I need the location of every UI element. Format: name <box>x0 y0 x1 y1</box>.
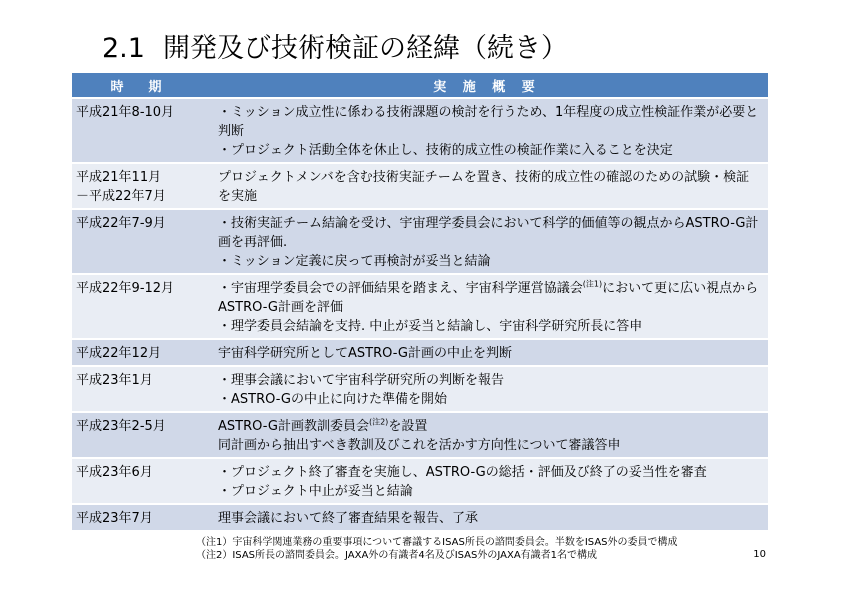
period-text: －平成22年7月 <box>76 189 166 204</box>
summary-line: ・理学委員会結論を支持. 中止が妥当と結論し、宇宙科学研究所長に答申 <box>218 319 643 334</box>
period-cell <box>72 163 206 209</box>
table-row <box>72 98 768 163</box>
summary-line: 理事会議において終了審査結果を報告、了承 <box>218 511 479 526</box>
summary-cell <box>206 412 768 458</box>
timeline-table <box>72 73 768 532</box>
table-row <box>72 412 768 458</box>
summary-line: ・ASTRO-Gの中止に向けた準備を開始 <box>218 392 447 407</box>
summary-text: ・宇宙理学委員会での評価結果を踏まえ、宇宙科学運営協議会 <box>218 281 583 296</box>
table-row <box>72 339 768 366</box>
footnote-2: （注2）ISAS所長の諮問委員会。JAXA外の有識者4名及びISAS外のJAXA有識者1名で構成 <box>196 550 598 561</box>
period-text: 平成21年11月 <box>76 170 162 185</box>
summary-text: ASTRO-G計画教訓委員会 <box>218 419 369 434</box>
period-cell <box>72 274 206 339</box>
header-period: 時 期 <box>72 73 206 98</box>
summary-line: ・プロジェクト終了審査を実施し、ASTRO-Gの総括・評価及び終了の妥当性を審査 <box>218 465 707 480</box>
table-row <box>72 366 768 412</box>
header-summary: 実 施 概 要 <box>206 73 768 98</box>
period-cell <box>72 504 206 531</box>
summary-line: プロジェクトメンバを含む技術実証チームを置き、技術的成立性の確認のための試験・検証を実施 <box>218 170 750 204</box>
summary-text: を設置 <box>388 419 428 434</box>
period-text: 平成23年1月 <box>76 373 153 388</box>
period-cell <box>72 412 206 458</box>
slide-title <box>102 33 568 65</box>
summary-line <box>218 279 762 317</box>
table-row <box>72 504 768 531</box>
table-row <box>72 163 768 209</box>
period-cell <box>72 458 206 504</box>
footnote-ref: (注2) <box>368 417 389 427</box>
period-text: 平成21年8-10月 <box>76 105 175 120</box>
table-header-row <box>72 73 768 98</box>
summary-line: ・プロジェクト中止が妥当と結論 <box>218 484 413 499</box>
period-text: 平成23年2-5月 <box>76 419 166 434</box>
table-row <box>72 274 768 339</box>
summary-line: ・理事会議において宇宙科学研究所の判断を報告 <box>218 373 505 388</box>
table-row <box>72 209 768 274</box>
summary-text: において更に広い視点からASTRO-G計画を評価 <box>218 281 759 315</box>
summary-line <box>218 417 762 436</box>
summary-cell <box>206 504 768 531</box>
summary-line: ・ミッション定義に戻って再検討が妥当と結論 <box>218 254 491 269</box>
period-text: 平成23年6月 <box>76 465 153 480</box>
period-cell <box>72 339 206 366</box>
period-text: 平成22年12月 <box>76 346 162 361</box>
title-text: 開発及び技術検証の経緯（続き） <box>162 33 568 64</box>
summary-cell <box>206 339 768 366</box>
summary-line: ・プロジェクト活動全体を休止し、技術的成立性の検証作業に入ることを決定 <box>218 143 673 158</box>
summary-line: 同計画から抽出すべき教訓及びこれを活かす方向性について審議答申 <box>218 438 621 453</box>
period-cell <box>72 366 206 412</box>
section-number: 2.1 <box>102 33 145 64</box>
summary-cell <box>206 458 768 504</box>
summary-cell <box>206 98 768 163</box>
summary-line: ・ミッション成立性に係わる技術課題の検討を行うため、1年程度の成立性検証作業が必要と判断 <box>218 105 759 139</box>
summary-cell <box>206 274 768 339</box>
period-text: 平成22年9-12月 <box>76 281 175 296</box>
summary-cell <box>206 209 768 274</box>
footnote-1: （注1）宇宙科学関連業務の重要事項について審議するISAS所長の諮問委員会。半数をISAS外の委員で構成 <box>196 537 678 548</box>
period-cell <box>72 209 206 274</box>
summary-cell <box>206 163 768 209</box>
period-cell <box>72 98 206 163</box>
table-row <box>72 458 768 504</box>
period-text: 平成22年7-9月 <box>76 216 166 231</box>
summary-cell <box>206 366 768 412</box>
summary-line: ・技術実証チーム結論を受け、宇宙理学委員会において科学的価値等の観点からASTRO-G計画を再評価. <box>218 216 759 250</box>
footnote-ref: (注1) <box>582 279 603 289</box>
footnotes <box>196 536 678 562</box>
period-text: 平成23年7月 <box>76 511 153 526</box>
summary-line: 宇宙科学研究所としてASTRO-G計画の中止を判断 <box>218 346 512 361</box>
page-number: 10 <box>753 549 766 560</box>
